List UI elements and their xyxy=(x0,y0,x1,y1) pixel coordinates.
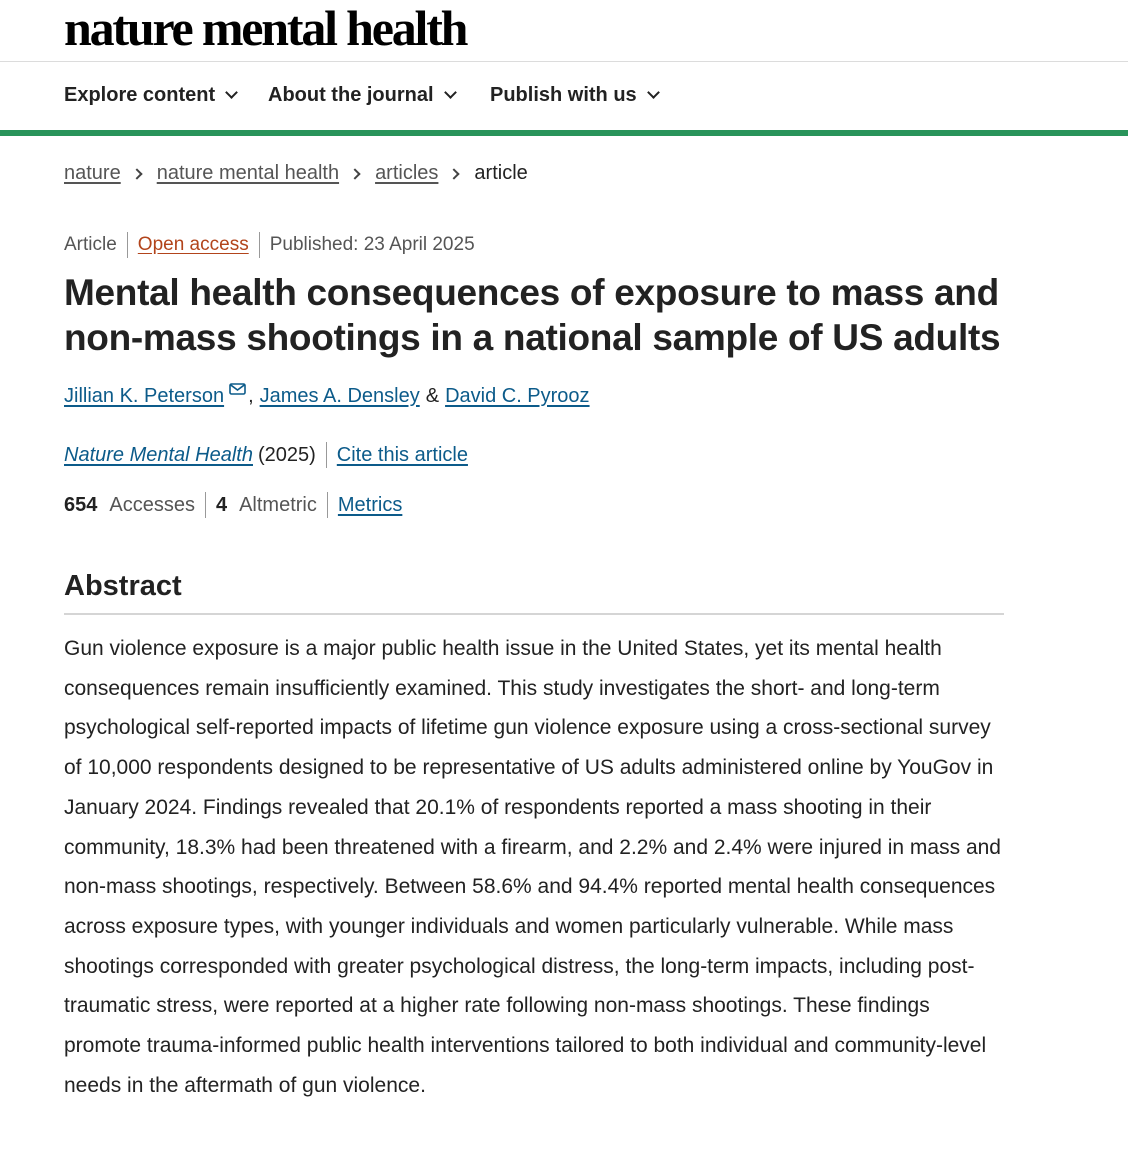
meta-divider xyxy=(327,492,328,518)
accent-divider xyxy=(0,130,1128,136)
nav-publish-with-us-label: Publish with us xyxy=(490,84,637,106)
article-type: Article xyxy=(64,234,117,255)
breadcrumb-articles[interactable]: articles xyxy=(375,162,439,184)
published-date: Published: 23 April 2025 xyxy=(269,234,475,255)
nav-explore-content[interactable] xyxy=(64,84,236,107)
journal-link[interactable]: Nature Mental Health xyxy=(64,443,253,466)
article-title: Mental health consequences of exposure to mass and non-mass shootings in a national sample of US adults xyxy=(64,272,1001,358)
nav-about-journal-label: About the journal xyxy=(268,84,434,106)
masthead xyxy=(0,0,1128,62)
metrics-link[interactable]: Metrics xyxy=(337,493,403,516)
author-list xyxy=(64,383,590,409)
author-link-peterson[interactable]: Jillian K. Peterson xyxy=(64,384,225,407)
breadcrumb-nature-mental-health[interactable]: nature mental health xyxy=(156,162,340,184)
meta-divider xyxy=(127,232,128,258)
journal-citation-row xyxy=(64,442,468,468)
author-link-densley[interactable]: James A. Densley xyxy=(259,384,420,407)
chevron-down-icon xyxy=(444,86,457,99)
meta-divider xyxy=(259,232,260,258)
nav-publish-with-us[interactable] xyxy=(490,84,658,107)
open-access-link[interactable]: Open access xyxy=(137,234,249,255)
author-ampersand: & xyxy=(425,384,440,407)
author-separator: , xyxy=(248,384,254,407)
breadcrumb-nature[interactable]: nature xyxy=(64,162,121,184)
mail-icon[interactable] xyxy=(229,383,246,395)
accesses-count: 654 xyxy=(64,493,98,516)
altmetric-label: Altmetric xyxy=(239,493,317,516)
journal-logo[interactable]: nature mental health xyxy=(64,0,467,56)
chevron-down-icon xyxy=(647,86,660,99)
author-link-pyrooz[interactable]: David C. Pyrooz xyxy=(445,384,590,407)
abstract-heading: Abstract xyxy=(64,570,1004,615)
meta-divider xyxy=(205,492,206,518)
breadcrumb-current: article xyxy=(474,162,528,184)
nav-about-journal[interactable] xyxy=(268,84,455,107)
chevron-down-icon xyxy=(225,86,238,99)
breadcrumb xyxy=(64,162,528,185)
main-nav xyxy=(0,62,1128,130)
article-metrics xyxy=(64,492,402,518)
chevron-right-icon xyxy=(131,168,142,179)
accesses-label: Accesses xyxy=(109,493,195,516)
article-meta xyxy=(64,232,475,258)
abstract-text: Gun violence exposure is a major public health issue in the United States, yet its mental health consequences remain insufficiently examined. This study investigates the short- and long-term psychological self-reported impacts of lifetime gun violence exposure using a cross-sectional survey of 10,000 respondents designed to be representative of US adults administered online by YouGov in January 2024. Findings revealed that 20.1% of respondents reported a mass shooting in their community, 18.3% had been threatened with a firearm, and 2.2% and 2.4% were injured in mass and non-mass shootings, respectively. Between 58.6% and 94.4% reported mental health consequences across exposure types, with younger individuals and women particularly vulnerable. While mass shootings corresponded with greater psychological distress, the long-term impacts, including post-traumatic stress, were reported at a higher rate following non-mass shootings. These findings promote trauma-informed public health interventions tailored to both individual and community-level needs in the aftermath of gun violence. xyxy=(64,637,1001,1097)
meta-divider xyxy=(326,442,327,468)
chevron-right-icon xyxy=(349,168,360,179)
chevron-right-icon xyxy=(449,168,460,179)
nav-explore-content-label: Explore content xyxy=(64,84,216,106)
altmetric-count: 4 xyxy=(215,493,228,516)
cite-article-link[interactable]: Cite this article xyxy=(336,443,468,466)
publication-year: (2025) xyxy=(257,443,316,466)
